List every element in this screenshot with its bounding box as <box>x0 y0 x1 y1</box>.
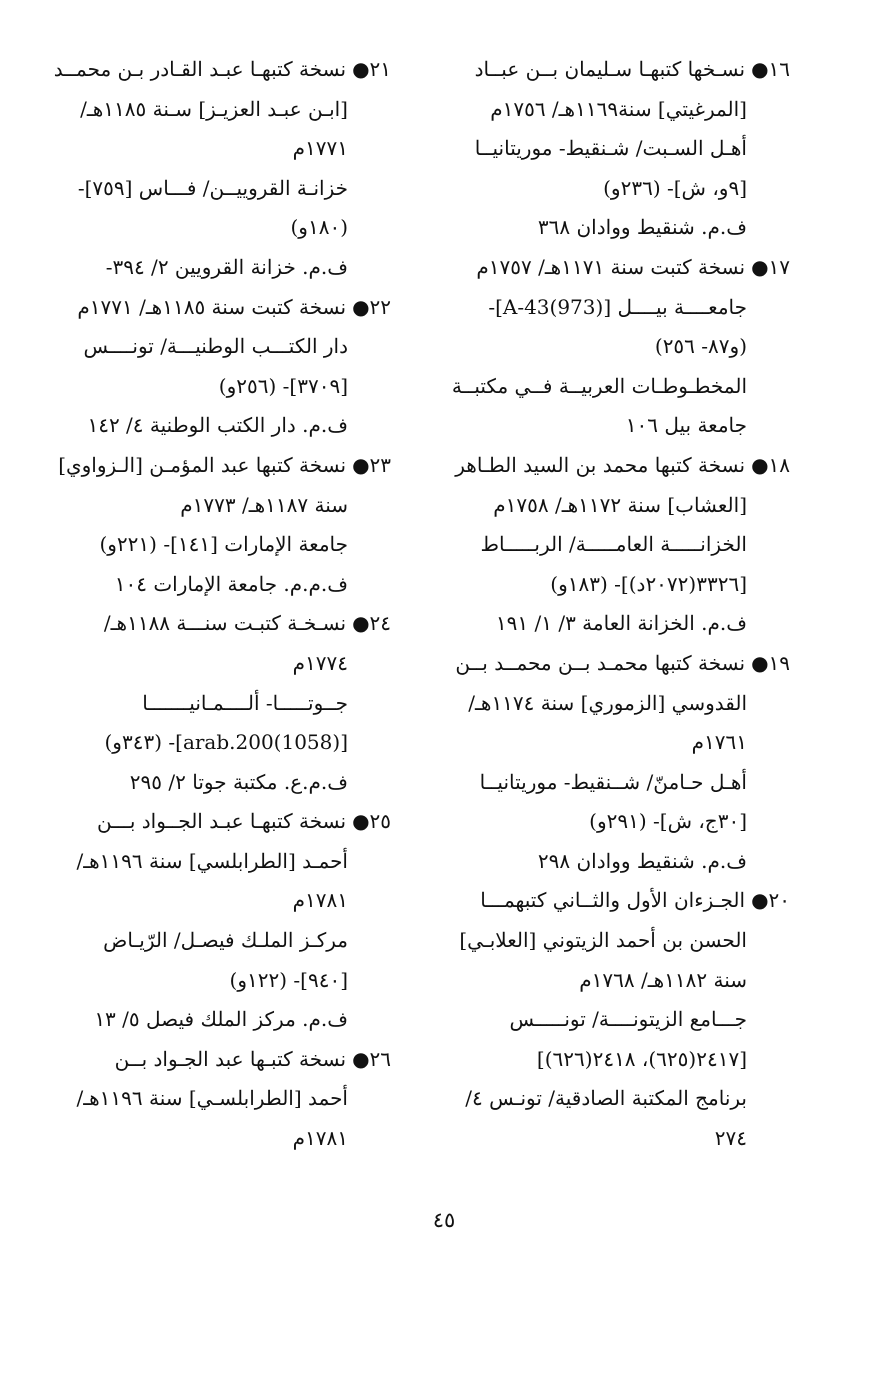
entry-first-line <box>61 604 391 644</box>
manuscript-entry <box>58 446 391 604</box>
entry-line <box>61 684 391 724</box>
entry-line <box>61 248 391 288</box>
entry-text: المخطـوطـات العربيــة فــي مكتبــة <box>451 373 747 398</box>
entry-text: نسخة كتبت سنة ١١٨٥هـ/ ١٧٧١م <box>77 294 347 319</box>
entry-line <box>445 327 790 367</box>
entry-text: [العشاب] سنة ١١٧٢هـ/ ١٧٥٨م <box>493 492 747 517</box>
entry-line <box>445 129 790 169</box>
entry-number: ١٧ <box>768 254 790 279</box>
entry-text: نسـخـة كتبـت سنـــة ١١٨٨هـ/ <box>103 611 347 636</box>
entry-text: الخزانـــــة العامـــــة/ الربـــــاط <box>480 532 747 557</box>
bullet-icon: ● <box>352 1046 370 1071</box>
entry-line <box>445 90 790 130</box>
entry-line <box>445 1040 790 1080</box>
entry-text: الجـزءان الأول والثــاني كتبهمـــا <box>480 888 746 913</box>
entry-text: نسخة كتبهـا عبـد الجــواد بـــن <box>97 809 347 834</box>
entry-line <box>445 921 790 961</box>
entry-text: ف.م.م. جامعة الإمارات ١٠٤ <box>114 571 348 596</box>
entry-text: (و٨٧- ٢٥٦) <box>654 334 747 359</box>
entry-number: ٢٠ <box>768 888 790 913</box>
entry-line <box>445 961 790 1001</box>
entry-text: جامعــــة بيــــل [A-43(973)]- <box>488 294 747 319</box>
entry-text: دار الكتـــب الوطنيـــة/ تونــــس <box>83 334 348 359</box>
entry-line <box>61 763 391 803</box>
entry-text: ف.م. شنقيط ووادان ٣٦٨ <box>537 215 747 240</box>
manuscript-entry <box>61 1040 391 1159</box>
entry-text: نسخة كتبهـا عبـد القـادر بـن محمــد <box>53 57 347 81</box>
entry-first-line <box>445 50 790 90</box>
manuscript-entry <box>53 50 391 288</box>
entry-first-line <box>445 881 790 921</box>
bullet-icon: ● <box>751 650 769 675</box>
entry-text: ف.م. خزانة القرويين ٢/ ٣٩٤- <box>105 254 348 279</box>
entry-line <box>61 208 391 248</box>
entry-line <box>445 604 790 644</box>
entry-number: ٢٥ <box>369 809 391 834</box>
entry-text: [arab.200(1058)]- (٣٤٣و) <box>104 730 348 755</box>
manuscript-entry <box>61 604 391 802</box>
entry-number: ١٨ <box>768 452 790 477</box>
entry-text: أحمـد [الطرابلسي] سنة ١١٩٦هـ/ <box>76 848 348 873</box>
entry-line <box>445 1119 790 1159</box>
entry-text: جامعة الإمارات [١٤١]- (٢٢١و) <box>99 532 348 557</box>
entry-number: ٢١ <box>369 57 391 81</box>
entry-line <box>445 802 790 842</box>
entry-line <box>61 90 391 130</box>
entry-line <box>445 1079 790 1119</box>
entry-text: نسخة كتبها محمد بن السيد الطـاهر <box>455 452 746 477</box>
entry-text: سنة ١١٨٢هـ/ ١٧٦٨م <box>579 967 747 992</box>
manuscript-entry <box>445 248 790 446</box>
entry-text: ف.م. الخزانة العامة ٣/ ١/ ١٩١ <box>495 611 747 636</box>
entry-text: القدوسي [الزموري] سنة ١١٧٤هـ/ <box>468 690 747 715</box>
bullet-icon: ● <box>751 57 769 81</box>
entry-text: نسخة كتبـها عبد الجـواد بــن <box>114 1046 347 1071</box>
manuscript-entry <box>445 881 790 1158</box>
entry-text: ١٧٧٤م <box>292 650 348 675</box>
entry-text: جامعة بيل ١٠٦ <box>625 413 747 438</box>
entry-line <box>61 129 391 169</box>
left-column <box>53 50 391 1159</box>
entry-text: [ابـن عبـد العزيـز] سـنة ١١٨٥هـ/ <box>80 96 348 121</box>
right-column <box>445 50 790 1159</box>
entry-first-line <box>445 248 790 288</box>
entry-line <box>445 169 790 209</box>
entry-text: ١٧٦١م <box>691 730 747 755</box>
entry-text: [المرغيتي] سنة١١٦٩هـ/ ١٧٥٦م <box>490 96 747 121</box>
entry-text: [٩و، ش]- (٢٣٦و) <box>603 175 747 200</box>
entry-line <box>61 327 391 367</box>
bullet-icon: ● <box>352 452 370 477</box>
entry-line <box>445 486 790 526</box>
entry-text: نسخة كتبها محمـد بــن محمــد بــن <box>455 650 746 675</box>
entry-first-line <box>61 288 391 328</box>
entry-text: [٣٧٠٩]- (٢٥٦و) <box>218 373 348 398</box>
entry-number: ١٩ <box>768 650 790 675</box>
entry-line <box>61 1000 391 1040</box>
entry-text: جــوتـــــا- ألــــمـانيـــــــا <box>142 690 348 715</box>
entry-line <box>61 921 391 961</box>
manuscript-entry <box>445 644 790 882</box>
manuscript-entry <box>61 802 391 1040</box>
bullet-icon: ● <box>352 611 370 636</box>
bullet-icon: ● <box>751 888 769 913</box>
bullet-icon: ● <box>352 809 370 834</box>
entry-text: ف.م. شنقيط ووادان ٢٩٨ <box>537 848 747 873</box>
entry-line <box>445 288 790 328</box>
entry-line <box>61 565 391 605</box>
bullet-icon: ● <box>352 57 370 81</box>
entry-first-line <box>61 1040 391 1080</box>
entry-number: ٢٣ <box>369 452 391 477</box>
entry-text: ١٧٨١م <box>292 1126 348 1151</box>
entry-text: [٣٠ج، ش]- (٢٩١و) <box>589 809 747 834</box>
bullet-icon: ● <box>352 294 370 319</box>
entry-text: الحسن بن أحمد الزيتوني [العلابـي] <box>459 928 747 953</box>
entry-line <box>445 565 790 605</box>
entry-line <box>445 406 790 446</box>
page-number: ٤٥ <box>432 1208 456 1232</box>
entry-line <box>61 842 391 882</box>
entry-line <box>61 169 391 209</box>
entry-text: ٢٧٤ <box>714 1126 747 1151</box>
entry-text: ١٧٨١م <box>292 888 348 913</box>
entry-text: [٩٤٠]- (١٢٢و) <box>229 967 348 992</box>
entry-line <box>61 486 391 526</box>
entry-first-line <box>61 802 391 842</box>
entry-line <box>61 723 391 763</box>
entry-first-line <box>445 644 790 684</box>
entry-line <box>445 842 790 882</box>
entry-text: أحمد [الطرابلسـي] سنة ١١٩٦هـ/ <box>76 1086 348 1111</box>
entry-text: [٣٣٢٦(٢٠٧٢د)]- (١٨٣و) <box>550 571 747 596</box>
entry-line <box>61 1119 391 1159</box>
entry-text: أهـل السـبت/ شـنقيط- موريتانيــا <box>474 136 747 161</box>
entry-line <box>61 644 391 684</box>
entry-line <box>445 208 790 248</box>
entry-text: سنة ١١٨٧هـ/ ١٧٧٣م <box>180 492 348 517</box>
entry-text: مركـز الملـك فيصـل/ الرّيـاض <box>103 928 348 953</box>
entry-number: ٢٤ <box>369 611 391 636</box>
entry-line <box>61 406 391 446</box>
entry-line <box>61 881 391 921</box>
manuscript-entry <box>61 288 391 446</box>
entry-line <box>61 961 391 1001</box>
manuscript-entry <box>445 50 790 248</box>
entry-text: ف.م. دار الكتب الوطنية ٤/ ١٤٢ <box>87 413 348 438</box>
entry-line <box>61 525 391 565</box>
entry-line <box>445 1000 790 1040</box>
bullet-icon: ● <box>751 254 769 279</box>
entry-text: (١٨٠و) <box>290 215 348 240</box>
bullet-icon: ● <box>751 452 769 477</box>
entry-line <box>445 723 790 763</box>
entry-line <box>445 367 790 407</box>
entry-number: ٢٦ <box>369 1046 391 1071</box>
entry-text: نسخة كتبها عبد المؤمـن [الـزواوي] <box>58 452 347 477</box>
entry-line <box>445 763 790 803</box>
manuscript-entry <box>445 446 790 644</box>
entry-number: ٢٢ <box>369 294 391 319</box>
entry-text: [٢٤١٧(٦٢٥)، ٢٤١٨(٦٢٦)] <box>536 1046 747 1071</box>
entry-text: أهـل حـامنّ/ شــنقيط- موريتانيــا <box>479 769 747 794</box>
entry-line <box>61 1079 391 1119</box>
entry-text: جـــامع الزيتونــــة/ تونـــــس <box>509 1007 747 1032</box>
entry-line <box>445 684 790 724</box>
entry-text: ف.م. مركز الملك فيصل ٥/ ١٣ <box>94 1007 348 1032</box>
entry-text: ١٧٧١م <box>292 136 348 161</box>
entry-first-line <box>58 446 391 486</box>
entry-line <box>61 367 391 407</box>
entry-number: ١٦ <box>768 57 790 81</box>
entry-first-line <box>445 446 790 486</box>
entry-line <box>445 525 790 565</box>
entry-text: برنامج المكتبة الصادقية/ تونـس ٤/ <box>465 1086 747 1111</box>
entry-text: خزانـة القروييــن/ فـــاس [٧٥٩]- <box>77 175 348 200</box>
entry-text: نسـخها كتبهـا سـليمان بــن عبــاد <box>474 57 746 81</box>
entry-text: نسخة كتبت سنة ١١٧١هـ/ ١٧٥٧م <box>476 254 746 279</box>
entry-first-line <box>53 50 391 90</box>
entry-text: ف.م.ع. مكتبة جوتا ٢/ ٢٩٥ <box>129 769 348 794</box>
